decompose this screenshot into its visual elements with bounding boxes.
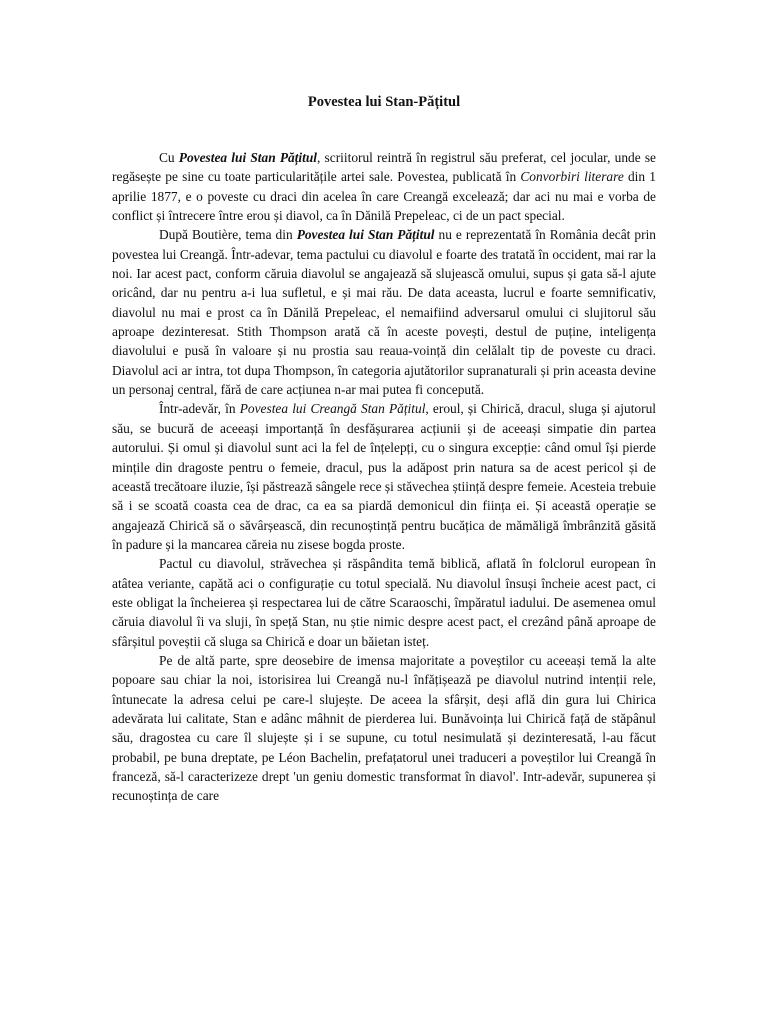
text-run: , scriitorul reintră în registrul său preferat, cel jocular, unde se regăsește pe sine cu toate particularitățile artei sale. Povestea, publicată în <box>112 150 656 185</box>
paragraph-4: Pactul cu diavolul, străvechea și răspândita temă biblică, aflată în folclorul european în atâtea veriante, capătă aci o configurație cu totul specială. Nu diavolul însuși încheie acest pact, ci este obligat la încheierea și respectarea lui de către Scaraoschi, împăratul iadului. De asemenea omul căruia diavolul îi va sluji, în speță Stan, nu știe nimic despre acest pact, el crezând până aproape de sfârșitul poveștii că sluga sa Chirică e doar un băietan isteț. <box>112 556 656 649</box>
text-run: nu e reprezentată în România decât prin povestea lui Creangă. Într-adevar, tema pactului cu diavolul e foarte des tratată în occident, mai rar la noi. Iar acest pact, conform căruia diavolul se angajează să slujească omului, supus și gata să-l ajute oricând, dar nu pentru a-i lua sufletul, e și mai rău. De data aceasta, lucrul e foarte semnificativ, diavolul nu mai e prost ca în Dănilă Prepeleac, el nemaifiind adversarul omului ci slujitorul său aproape dezinteresat. Stith Thompson arată că în aceste povești, destul de puține, inteligența diavolului e pusă în valoare și nu prostia sau reaua-voință din celălalt tip de poveste cu draci. Diavolul aci ar intra, tot dupa Thompson, în categoria ajutătorilor supranaturali și prin aceasta devine un personaj central, fără de care acțiunea n-ar mai putea fi concepută. <box>112 227 656 398</box>
journal-title-emphasis: Convorbiri literare <box>520 169 624 185</box>
work-title-emphasis: Povestea lui Stan Pățitul <box>296 227 435 243</box>
paragraph-1 <box>112 148 656 225</box>
paragraph-3 <box>112 399 656 554</box>
document-title: Povestea lui Stan-Pățitul <box>307 94 461 110</box>
text-run: , eroul, și Chirică, dracul, sluga și ajutorul său, se bucură de aceeași importanță în desfășurarea acțiunii și de aceeași simpatie din partea autorului. Și omul și diavolul sunt aci la fel de înțelepți, cu o singura excepție: când omul își pierde mințile din dragoste pentru o femeie, dracul, pus la adăpost prin natura sa de acest pericol și de această trecătoare iluzie, își păstrează sângele rece și stăvechea știință despre femeie. Acesteia trebuie să i se scoată coasta cea de drac, ca ea sa piardă demonicul din ființa ei. Și această operație se angajează Chirică să o săvârșească, din recunoștință pentru bucățica de mămăligă îmbrânzită găsită în padure și la mancarea căreia nu zisese bogda proste. <box>112 401 656 552</box>
paragraph-2 <box>112 225 656 399</box>
work-title-emphasis: Povestea lui Stan Pățitul <box>178 150 318 165</box>
text-run: După Boutière, tema din <box>159 227 297 243</box>
text-run: Cu <box>159 150 179 165</box>
paragraph-5: Pe de altă parte, spre deosebire de imensa majoritate a poveștilor cu aceeași temă la alte popoare sau chiar la noi, istorisirea lui Creangă nu-l înfățișează pe diavolul nutrind intenții rele, întunecate la adresa celui pe care-l slujește. De aceea la sfârșit, deși află din gura lui Chirica adevărata lui calitate, Stan e adânc mâhnit de pierderea lui. Bunăvoința lui Chirică față de stăpânul său, dragostea cu care îl slujește și i se supune, cu totul nesimulată și dezinteresată, l-au făcut probabil, pe buna dreptate, pe Léon Bachelin, prefațatorul unei traduceri a poveștilor lui Creangă în franceză, să-l caracterizeze drept 'un geniu domestic transformat în diavol'. Intr-adevăr, supunerea și recunoștința de care <box>112 652 656 804</box>
text-run: Într-adevăr, în <box>159 401 240 417</box>
document-page <box>112 92 656 806</box>
text-run: din 1 aprilie 1877, e o poveste cu draci din acelea în care Creangă excelează; dar aci nu mai e vorba de conflict și întrecere între erou și diavol, ca în Dănilă Prepeleac, ci de un pact special. <box>112 169 656 224</box>
work-title-italic: Povestea lui Creangă Stan Pățitul <box>239 401 426 417</box>
